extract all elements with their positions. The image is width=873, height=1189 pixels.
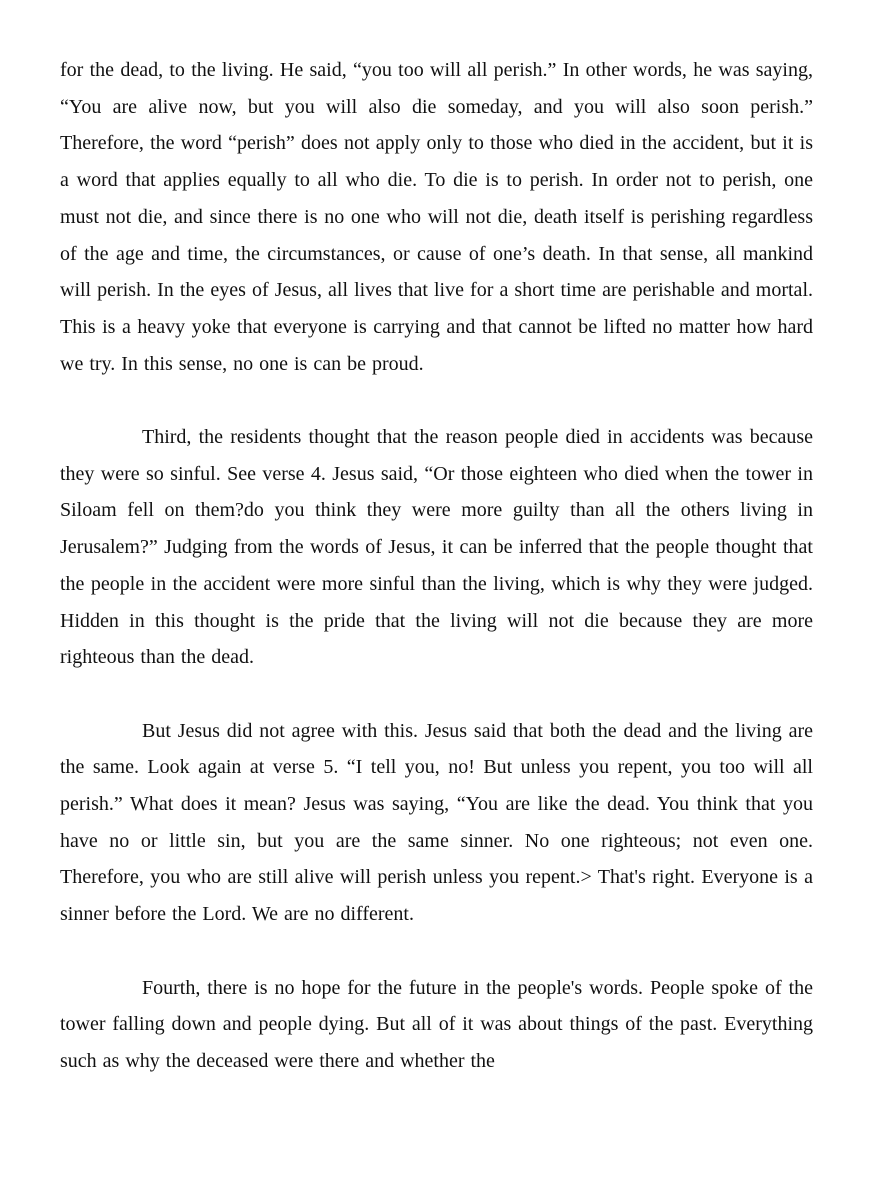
- document-page: [60, 52, 813, 1116]
- paragraph-continuation: for the dead, to the living. He said, “you too will all perish.” In other words, he was saying, “You are alive now, but you will also die someday, and you will also soon perish.” Therefore, the word “perish” does not apply only to those who died in the accident, but it is a word that applies equally to all who die. To die is to perish. In order not to perish, one must not die, and since there is no one who will not die, death itself is perishing regardless of the age and time, the circumstances, or cause of one’s death. In that sense, all mankind will perish. In the eyes of Jesus, all lives that live for a short time are perishable and mortal. This is a heavy yoke that everyone is carrying and that cannot be lifted no matter how hard we try. In this sense, no one is can be proud.: [60, 59, 813, 375]
- paragraph-jesus-response: But Jesus did not agree with this. Jesus said that both the dead and the living are the same. Look again at verse 5. “I tell you, no! But unless you repent, you too will all perish.” What does it mean? Jesus was saying, “You are like the dead. You think that you have no or little sin, but you are the same sinner. No one righteous; not even one. Therefore, you who are still alive will perish unless you repent.> That's right. Everyone is a sinner before the Lord. We are no different.: [60, 719, 813, 926]
- paragraph-fourth-point: Fourth, there is no hope for the future in the people's words. People spoke of the tower falling down and people dying. But all of it was about things of the past. Everything such as why the deceased were there and whether the: [60, 976, 813, 1072]
- paragraph-third-point: Third, the residents thought that the reason people died in accidents was because they were so sinful. See verse 4. Jesus said, “Or those eighteen who died when the tower in Siloam fell on them?do you think they were more guilty than all the others living in Jerusalem?” Judging from the words of Jesus, it can be inferred that the people thought that the people in the accident were more sinful than the living, which is why they were judged. Hidden in this thought is the pride that the living will not die because they are more righteous than the dead.: [60, 426, 813, 669]
